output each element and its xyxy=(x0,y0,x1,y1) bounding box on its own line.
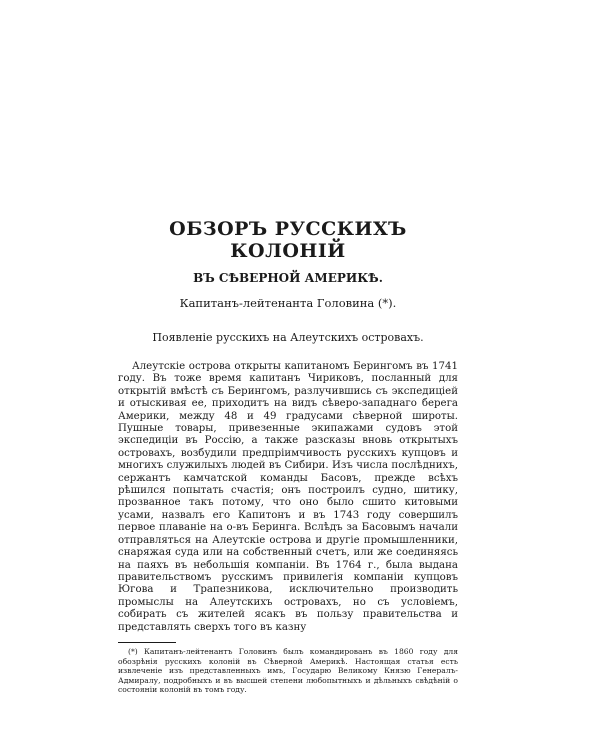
footnote-divider xyxy=(118,642,176,643)
author-line: Капитанъ-лейтенанта Головина (*). xyxy=(179,296,397,310)
article-title: ОБЗОРЪ РУССКИХЪ КОЛОНІЙ xyxy=(169,218,407,262)
section-heading: Появленіе русскихъ на Алеутскихъ островахъ. xyxy=(152,331,424,344)
article-subtitle: ВЪ СѢВЕРНОЙ АМЕРИКѢ. xyxy=(193,271,383,285)
footnote: (*) Капитанъ-лейтенантъ Головинъ былъ командированъ въ 1860 году для обозрѣнія русскихъ колоній въ Сѣверной Америкѣ. Настоящая статья есть извлеченіе изъ представленныхъ имъ, Государю Великому Князю Генералъ-Адмиралу, подробныхъ и въ высшей степени любопытныхъ и дѣльныхъ свѣдѣній о состояніи колоній въ томъ году. xyxy=(118,646,458,695)
body-paragraph: Алеутскіе острова открыты капитаномъ Берингомъ въ 1741 году. Въ тоже время капитанъ Чириковъ, посланный для открытій вмѣстѣ съ Берингомъ, разлучившись съ экспедиціей и отыскивая ее, приходитъ на видъ сѣверо-западнаго берега Америки, между 48 и 49 градусами сѣверной широты. Пушные товары, привезенные экипажами судовъ этой экспедиціи въ Россію, а также разсказы вновь открытыхъ островахъ, возбудили предпріимчивость русскихъ купцовъ и многихъ служилыхъ людей въ Сибири. Изъ числа послѣднихъ, сержантъ камчатской команды Басовъ, прежде всѣхъ рѣшился попытать счастія; онъ построилъ судно, шитику, прозванное такъ потому, что оно было сшито китовыми усами, назвалъ его Капитонъ и въ 1743 году совершилъ первое плаваніе на о-въ Беринга. Вслѣдъ за Басовымъ начали отправляться на Алеутскіе острова и другіе промышленники, снаряжая суда или на собственный счетъ, или же соединяясь на паяхъ въ небольшія компаніи. Въ 1764 г., была выдана правительствомъ русскимъ привилегія компаніи купцовъ Югова и Трапезникова, исключительно производить промыслы на Алеутскихъ островахъ, но съ условіемъ, собирать съ жителей ясакъ въ пользу правительства и представлять сверхъ того въ казну xyxy=(118,361,458,633)
document-page xyxy=(118,218,458,695)
